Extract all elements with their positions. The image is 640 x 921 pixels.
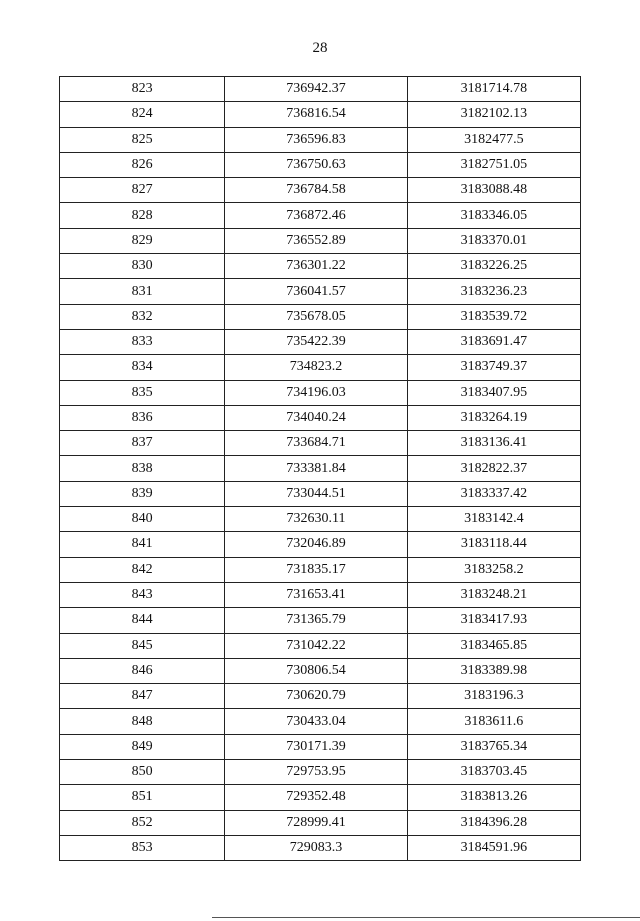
point-id-cell: 825	[60, 127, 225, 152]
y-coordinate-cell: 3182751.05	[407, 152, 580, 177]
point-id-cell: 849	[60, 734, 225, 759]
y-coordinate-cell: 3183611.6	[407, 709, 580, 734]
y-coordinate-cell: 3183258.2	[407, 557, 580, 582]
table-row	[60, 709, 581, 734]
x-coordinate-cell: 732630.11	[225, 507, 407, 532]
table-row	[60, 304, 581, 329]
table-row	[60, 127, 581, 152]
table-row	[60, 608, 581, 633]
y-coordinate-cell: 3183407.95	[407, 380, 580, 405]
table-row	[60, 279, 581, 304]
x-coordinate-cell: 736552.89	[225, 228, 407, 253]
table-row	[60, 203, 581, 228]
x-coordinate-cell: 731835.17	[225, 557, 407, 582]
x-coordinate-cell: 736041.57	[225, 279, 407, 304]
y-coordinate-cell: 3183703.45	[407, 760, 580, 785]
y-coordinate-cell: 3183389.98	[407, 658, 580, 683]
table-row	[60, 152, 581, 177]
coordinate-table-body	[60, 77, 581, 861]
table-row	[60, 532, 581, 557]
point-id-cell: 853	[60, 835, 225, 860]
y-coordinate-cell: 3184591.96	[407, 835, 580, 860]
point-id-cell: 840	[60, 507, 225, 532]
y-coordinate-cell: 3183346.05	[407, 203, 580, 228]
y-coordinate-cell: 3183337.42	[407, 481, 580, 506]
point-id-cell: 823	[60, 77, 225, 102]
x-coordinate-cell: 731653.41	[225, 582, 407, 607]
table-row	[60, 734, 581, 759]
y-coordinate-cell: 3183539.72	[407, 304, 580, 329]
table-row	[60, 557, 581, 582]
x-coordinate-cell: 731042.22	[225, 633, 407, 658]
point-id-cell: 841	[60, 532, 225, 557]
x-coordinate-cell: 733381.84	[225, 456, 407, 481]
table-row	[60, 431, 581, 456]
x-coordinate-cell: 731365.79	[225, 608, 407, 633]
y-coordinate-cell: 3183118.44	[407, 532, 580, 557]
table-row	[60, 405, 581, 430]
coordinate-table	[59, 76, 581, 861]
y-coordinate-cell: 3183765.34	[407, 734, 580, 759]
point-id-cell: 830	[60, 254, 225, 279]
table-row	[60, 582, 581, 607]
y-coordinate-cell: 3181714.78	[407, 77, 580, 102]
x-coordinate-cell: 736750.63	[225, 152, 407, 177]
x-coordinate-cell: 729083.3	[225, 835, 407, 860]
point-id-cell: 826	[60, 152, 225, 177]
point-id-cell: 834	[60, 355, 225, 380]
x-coordinate-cell: 730620.79	[225, 684, 407, 709]
table-row	[60, 633, 581, 658]
y-coordinate-cell: 3183749.37	[407, 355, 580, 380]
point-id-cell: 851	[60, 785, 225, 810]
point-id-cell: 836	[60, 405, 225, 430]
y-coordinate-cell: 3183465.85	[407, 633, 580, 658]
point-id-cell: 850	[60, 760, 225, 785]
y-coordinate-cell: 3182477.5	[407, 127, 580, 152]
point-id-cell: 829	[60, 228, 225, 253]
x-coordinate-cell: 736784.58	[225, 178, 407, 203]
point-id-cell: 828	[60, 203, 225, 228]
point-id-cell: 843	[60, 582, 225, 607]
point-id-cell: 852	[60, 810, 225, 835]
point-id-cell: 835	[60, 380, 225, 405]
point-id-cell: 824	[60, 102, 225, 127]
point-id-cell: 827	[60, 178, 225, 203]
x-coordinate-cell: 730433.04	[225, 709, 407, 734]
x-coordinate-cell: 729352.48	[225, 785, 407, 810]
x-coordinate-cell: 736301.22	[225, 254, 407, 279]
point-id-cell: 837	[60, 431, 225, 456]
y-coordinate-cell: 3183691.47	[407, 329, 580, 354]
x-coordinate-cell: 736596.83	[225, 127, 407, 152]
point-id-cell: 842	[60, 557, 225, 582]
y-coordinate-cell: 3182822.37	[407, 456, 580, 481]
x-coordinate-cell: 730171.39	[225, 734, 407, 759]
table-row	[60, 102, 581, 127]
table-row	[60, 810, 581, 835]
y-coordinate-cell: 3183088.48	[407, 178, 580, 203]
x-coordinate-cell: 729753.95	[225, 760, 407, 785]
table-row	[60, 760, 581, 785]
x-coordinate-cell: 733684.71	[225, 431, 407, 456]
table-row	[60, 481, 581, 506]
table-row	[60, 785, 581, 810]
y-coordinate-cell: 3183813.26	[407, 785, 580, 810]
point-id-cell: 833	[60, 329, 225, 354]
y-coordinate-cell: 3183142.4	[407, 507, 580, 532]
table-row	[60, 835, 581, 860]
y-coordinate-cell: 3184396.28	[407, 810, 580, 835]
x-coordinate-cell: 734040.24	[225, 405, 407, 430]
y-coordinate-cell: 3183264.19	[407, 405, 580, 430]
y-coordinate-cell: 3183370.01	[407, 228, 580, 253]
x-coordinate-cell: 736816.54	[225, 102, 407, 127]
x-coordinate-cell: 735678.05	[225, 304, 407, 329]
x-coordinate-cell: 728999.41	[225, 810, 407, 835]
x-coordinate-cell: 734823.2	[225, 355, 407, 380]
y-coordinate-cell: 3183136.41	[407, 431, 580, 456]
x-coordinate-cell: 735422.39	[225, 329, 407, 354]
page-number: 28	[312, 40, 328, 56]
point-id-cell: 844	[60, 608, 225, 633]
table-row	[60, 355, 581, 380]
table-row	[60, 178, 581, 203]
x-coordinate-cell: 736942.37	[225, 77, 407, 102]
point-id-cell: 838	[60, 456, 225, 481]
point-id-cell: 845	[60, 633, 225, 658]
x-coordinate-cell: 736872.46	[225, 203, 407, 228]
table-row	[60, 380, 581, 405]
table-row	[60, 228, 581, 253]
table-row	[60, 329, 581, 354]
table-row	[60, 456, 581, 481]
x-coordinate-cell: 734196.03	[225, 380, 407, 405]
point-id-cell: 831	[60, 279, 225, 304]
table-row	[60, 658, 581, 683]
y-coordinate-cell: 3183226.25	[407, 254, 580, 279]
x-coordinate-cell: 732046.89	[225, 532, 407, 557]
y-coordinate-cell: 3183196.3	[407, 684, 580, 709]
point-id-cell: 839	[60, 481, 225, 506]
table-row	[60, 77, 581, 102]
point-id-cell: 847	[60, 684, 225, 709]
point-id-cell: 832	[60, 304, 225, 329]
point-id-cell: 846	[60, 658, 225, 683]
y-coordinate-cell: 3183417.93	[407, 608, 580, 633]
x-coordinate-cell: 730806.54	[225, 658, 407, 683]
table-row	[60, 684, 581, 709]
y-coordinate-cell: 3182102.13	[407, 102, 580, 127]
table-row	[60, 507, 581, 532]
x-coordinate-cell: 733044.51	[225, 481, 407, 506]
y-coordinate-cell: 3183236.23	[407, 279, 580, 304]
table-row	[60, 254, 581, 279]
y-coordinate-cell: 3183248.21	[407, 582, 580, 607]
bottom-divider	[212, 917, 640, 918]
point-id-cell: 848	[60, 709, 225, 734]
